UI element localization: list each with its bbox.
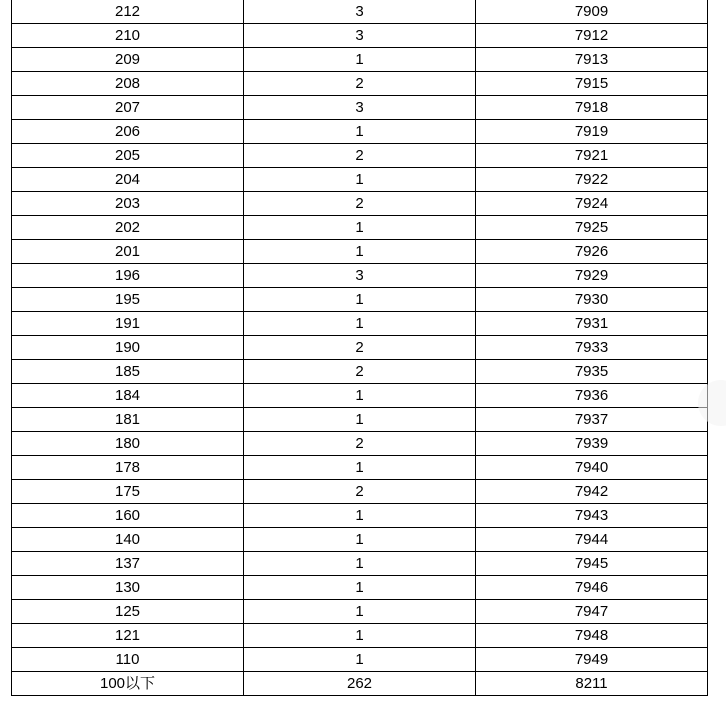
score-cell: 212 bbox=[12, 0, 244, 24]
score-cell: 210 bbox=[12, 24, 244, 48]
score-cell: 137 bbox=[12, 552, 244, 576]
count-cell: 2 bbox=[244, 336, 476, 360]
cumulative-cell: 7936 bbox=[476, 384, 708, 408]
cumulative-cell: 7922 bbox=[476, 168, 708, 192]
cumulative-cell: 7925 bbox=[476, 216, 708, 240]
cumulative-cell: 7945 bbox=[476, 552, 708, 576]
table-row bbox=[12, 96, 708, 120]
cumulative-cell: 7913 bbox=[476, 48, 708, 72]
table-row bbox=[12, 552, 708, 576]
score-cell: 208 bbox=[12, 72, 244, 96]
count-cell: 2 bbox=[244, 360, 476, 384]
count-cell: 2 bbox=[244, 480, 476, 504]
table-row bbox=[12, 648, 708, 672]
count-cell: 3 bbox=[244, 24, 476, 48]
count-cell: 1 bbox=[244, 504, 476, 528]
count-cell: 1 bbox=[244, 528, 476, 552]
count-cell: 1 bbox=[244, 648, 476, 672]
count-cell: 2 bbox=[244, 192, 476, 216]
score-cell: 175 bbox=[12, 480, 244, 504]
cumulative-cell: 7937 bbox=[476, 408, 708, 432]
score-cell: 121 bbox=[12, 624, 244, 648]
cumulative-cell: 7909 bbox=[476, 0, 708, 24]
score-cell: 125 bbox=[12, 600, 244, 624]
table-body bbox=[12, 0, 708, 696]
count-cell: 1 bbox=[244, 456, 476, 480]
table-row bbox=[12, 48, 708, 72]
cumulative-cell: 7926 bbox=[476, 240, 708, 264]
score-cell: 207 bbox=[12, 96, 244, 120]
score-cell: 196 bbox=[12, 264, 244, 288]
score-cell: 205 bbox=[12, 144, 244, 168]
count-cell: 3 bbox=[244, 264, 476, 288]
cumulative-cell: 7943 bbox=[476, 504, 708, 528]
score-cell: 160 bbox=[12, 504, 244, 528]
table-row bbox=[12, 240, 708, 264]
cumulative-cell: 7939 bbox=[476, 432, 708, 456]
cumulative-cell: 7940 bbox=[476, 456, 708, 480]
table-row bbox=[12, 408, 708, 432]
cumulative-cell: 7948 bbox=[476, 624, 708, 648]
cumulative-cell: 7918 bbox=[476, 96, 708, 120]
score-distribution-table bbox=[11, 0, 708, 696]
count-cell: 1 bbox=[244, 384, 476, 408]
cumulative-cell: 7949 bbox=[476, 648, 708, 672]
table-row bbox=[12, 504, 708, 528]
score-cell: 180 bbox=[12, 432, 244, 456]
cumulative-cell: 7942 bbox=[476, 480, 708, 504]
table-row bbox=[12, 312, 708, 336]
table-row bbox=[12, 624, 708, 648]
cumulative-cell: 7915 bbox=[476, 72, 708, 96]
table-row bbox=[12, 216, 708, 240]
count-cell: 1 bbox=[244, 168, 476, 192]
cumulative-cell: 7933 bbox=[476, 336, 708, 360]
score-cell: 195 bbox=[12, 288, 244, 312]
cumulative-cell: 7912 bbox=[476, 24, 708, 48]
score-cell: 203 bbox=[12, 192, 244, 216]
table-row bbox=[12, 456, 708, 480]
count-cell: 1 bbox=[244, 312, 476, 336]
count-cell: 1 bbox=[244, 216, 476, 240]
table-row bbox=[12, 672, 708, 696]
score-cell: 110 bbox=[12, 648, 244, 672]
count-cell: 1 bbox=[244, 600, 476, 624]
score-cell: 185 bbox=[12, 360, 244, 384]
table-row bbox=[12, 120, 708, 144]
cumulative-cell: 7935 bbox=[476, 360, 708, 384]
cumulative-cell: 7930 bbox=[476, 288, 708, 312]
table-row bbox=[12, 192, 708, 216]
table-row bbox=[12, 144, 708, 168]
count-cell: 2 bbox=[244, 144, 476, 168]
cumulative-cell: 7919 bbox=[476, 120, 708, 144]
table-row bbox=[12, 264, 708, 288]
cumulative-cell: 7944 bbox=[476, 528, 708, 552]
cumulative-cell: 7924 bbox=[476, 192, 708, 216]
score-cell: 202 bbox=[12, 216, 244, 240]
cumulative-cell: 7947 bbox=[476, 600, 708, 624]
count-cell: 1 bbox=[244, 624, 476, 648]
score-cell: 206 bbox=[12, 120, 244, 144]
table-row bbox=[12, 384, 708, 408]
count-cell: 1 bbox=[244, 576, 476, 600]
table-row bbox=[12, 360, 708, 384]
score-cell: 100以下 bbox=[12, 672, 244, 696]
score-cell: 140 bbox=[12, 528, 244, 552]
table-row bbox=[12, 336, 708, 360]
score-cell: 178 bbox=[12, 456, 244, 480]
table-row bbox=[12, 0, 708, 24]
count-cell: 1 bbox=[244, 288, 476, 312]
cumulative-cell: 7931 bbox=[476, 312, 708, 336]
score-cell: 130 bbox=[12, 576, 244, 600]
count-cell: 262 bbox=[244, 672, 476, 696]
table-row bbox=[12, 480, 708, 504]
count-cell: 1 bbox=[244, 240, 476, 264]
count-cell: 1 bbox=[244, 552, 476, 576]
score-cell: 190 bbox=[12, 336, 244, 360]
table-row bbox=[12, 24, 708, 48]
table-row bbox=[12, 432, 708, 456]
score-cell: 181 bbox=[12, 408, 244, 432]
score-cell: 204 bbox=[12, 168, 244, 192]
count-cell: 2 bbox=[244, 432, 476, 456]
table-row bbox=[12, 288, 708, 312]
count-cell: 1 bbox=[244, 408, 476, 432]
count-cell: 3 bbox=[244, 96, 476, 120]
count-cell: 2 bbox=[244, 72, 476, 96]
table-row bbox=[12, 576, 708, 600]
cumulative-cell: 7946 bbox=[476, 576, 708, 600]
table-row bbox=[12, 528, 708, 552]
table-row bbox=[12, 72, 708, 96]
table-row bbox=[12, 600, 708, 624]
table-row bbox=[12, 168, 708, 192]
count-cell: 1 bbox=[244, 120, 476, 144]
cumulative-cell: 7929 bbox=[476, 264, 708, 288]
score-cell: 209 bbox=[12, 48, 244, 72]
count-cell: 3 bbox=[244, 0, 476, 24]
score-cell: 191 bbox=[12, 312, 244, 336]
score-cell: 201 bbox=[12, 240, 244, 264]
count-cell: 1 bbox=[244, 48, 476, 72]
cumulative-cell: 8211 bbox=[476, 672, 708, 696]
score-cell: 184 bbox=[12, 384, 244, 408]
cumulative-cell: 7921 bbox=[476, 144, 708, 168]
